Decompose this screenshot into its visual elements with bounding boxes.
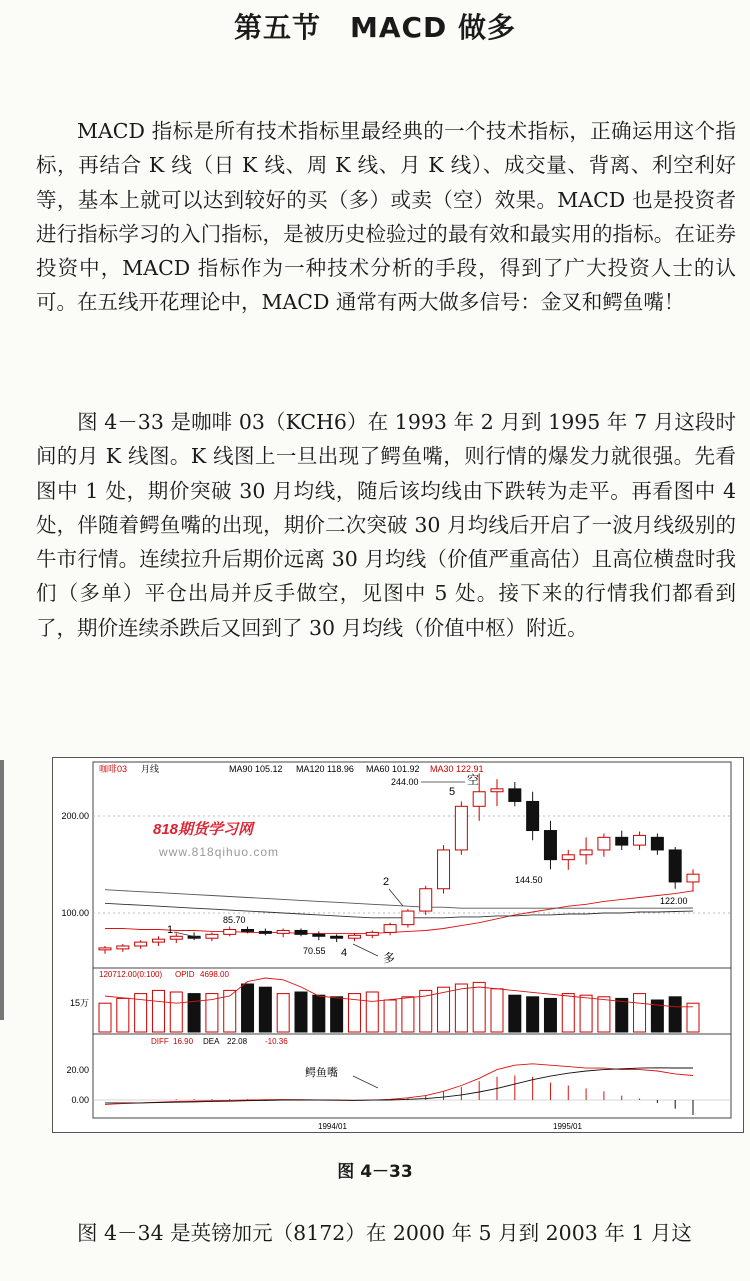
volume-bar [527,997,539,1032]
diff-value: 16.90 [173,1037,194,1046]
volume-bar [455,984,467,1032]
annotation-85-70: 85.70 [223,915,246,925]
volume-bar [562,994,574,1032]
candle-body [295,930,307,934]
annotation-122: 122.00 [660,896,688,906]
candle-body [331,936,343,938]
paragraph-1 [36,114,736,320]
candle-body [420,889,432,911]
candle-body [135,942,147,946]
volume-bar [99,1003,111,1032]
volume-bar [259,987,271,1032]
ma30-legend: MA30 122.91 [430,764,484,774]
candle-body [277,930,289,933]
volume-legend: 120712.00(0:100) [99,970,163,979]
volume-bar [598,997,610,1032]
paragraph-2 [36,405,736,645]
volume-bar [634,994,646,1032]
volume-bar [438,987,450,1032]
watermark-url: www.818qihuo.com [159,845,280,859]
moving-average-lines [105,890,693,934]
candle-body [117,946,129,949]
volume-bar [473,982,485,1032]
annotation-high-244: 244.00 [391,777,419,787]
annotation-5: 5 [449,786,456,798]
volume-tick: 15万 [69,998,89,1008]
candle-body [669,850,681,882]
annotation-long-arrow [353,944,378,956]
ma90-legend: MA90 105.12 [229,764,283,774]
volume-bar [366,992,378,1032]
figure-caption: 图 4－33 [337,1162,413,1182]
chart-instrument: 咖啡03 [99,764,128,774]
annotation-short: 空 [467,773,480,787]
annotation-2-arrow [389,889,403,906]
candle-body [313,934,325,936]
candle-body [224,929,236,934]
binding-edge [0,760,4,1020]
candle-body [687,874,699,882]
volume-bar [491,989,503,1032]
volume-bar [188,994,200,1032]
volume-bars [99,978,699,1032]
opid-legend: OPID [175,970,195,979]
ma-line-ma90 [105,890,693,909]
volume-bar [580,995,592,1032]
macd-lines [93,1064,731,1115]
figure-4-33 [52,757,744,1133]
volume-bar [384,1000,396,1032]
candle-body [473,792,485,807]
candle-body [366,932,378,935]
annotation-2: 2 [383,876,390,888]
candle-body [242,929,254,931]
volume-bar [509,995,521,1032]
volume-bar [669,997,681,1032]
volume-bar [242,984,254,1032]
section-heading: 第五节 MACD 做多 [233,11,517,44]
volume-bar [295,992,307,1032]
paragraph-1-text: MACD 指标是所有技术指标里最经典的一个技术指标，正确运用这个指标，再结合 K 线（日 K 线、周 K 线、月 K 线）、成交量、背离、利空利好等，基本上就可以达到较好的买（多）或卖（空）效果。MACD 也是投资者进行指标学习的入门指标，是被历史检验过的最有效和最实用的指标。在证券投资中，MACD 指标作为一种技术分析的手段，得到了广大投资人士的认可。在五线开花理论中，MACD 通常有两大做多信号：金叉和鳄鱼嘴！ [36,119,736,315]
annotation-144-50: 144.50 [515,875,543,885]
volume-bar [117,998,129,1032]
macd-value: -10.36 [265,1037,288,1046]
crocodile-label: 鳄鱼嘴 [305,1067,338,1079]
candle-body [384,925,396,933]
ma-line-ma30 [105,891,693,934]
volume-bar [687,1003,699,1032]
volume-bar [313,995,325,1032]
candle-body [491,789,503,792]
dea-legend: DEA [203,1037,220,1046]
candle-body [544,831,556,860]
watermark-brand: 818期货学习网 [153,821,254,838]
x-tick-1994: 1994/01 [318,1122,347,1131]
candle-body [438,850,450,889]
annotation-4: 4 [341,947,348,959]
candle-body [348,935,360,938]
candle-body [99,948,111,950]
price-tick-100: 100.00 [61,908,89,918]
crocodile-arrow [353,1076,378,1088]
candle-body [455,806,467,850]
candle-body [616,837,628,845]
candle-body [527,801,539,830]
volume-bar [170,992,182,1032]
volume-bar [402,997,414,1032]
dea-value: 22.08 [227,1037,248,1046]
candle-body [152,939,164,942]
opid-value: 4698.00 [200,970,229,979]
volume-bar [544,998,556,1032]
candle-body [206,934,218,938]
candle-body [580,850,592,855]
candle-body [259,931,271,933]
candle-body [634,835,646,845]
candle-body [509,789,521,802]
volume-bar [331,997,343,1032]
diff-legend: DIFF [151,1037,169,1046]
annotation-70-55: 70.55 [303,946,326,956]
volume-bar [616,998,628,1032]
paragraph-2-text: 图 4－33 是咖啡 03（KCH6）在 1993 年 2 月到 1995 年 7 月这段时间的月 K 线图。K 线图上一旦出现了鳄鱼嘴，则行情的爆发力就很强。先看图中 1 处，期价突破 30 月均线，随后该均线由下跌转为走平。再看图中 4 处，伴随着鳄鱼嘴的出现，期价二次突破 30 月均线后开启了一波月线级别的牛市行情。连续拉升后期价远离 30 月均线（价值严重高估）且高位横盘时我们（多单）平仓出局并反手做空，见图中 5 处。接下来的行情我们都看到了，期价连续杀跌后又回到了 30 月均线（价值中枢）附近。 [36,410,736,640]
macd-tick-0: 0.00 [71,1095,89,1105]
macd-panel-frame [93,1034,731,1118]
volume-bar [277,994,289,1032]
kline-chart [53,758,743,1132]
price-tick-200: 200.00 [61,811,89,821]
ma60-legend: MA60 101.92 [366,764,420,774]
annotation-1: 1 [167,924,174,936]
ma120-legend: MA120 118.96 [296,764,354,774]
volume-bar [152,990,164,1032]
candlesticks [99,773,699,953]
candle-body [170,936,182,939]
paragraph-3 [36,1216,736,1250]
x-tick-1995: 1995/01 [553,1122,582,1131]
macd-dea-line [105,1068,693,1103]
candle-body [651,837,663,850]
candle-body [402,911,414,925]
candle-body [562,855,574,860]
chart-period: 月线 [141,764,160,774]
annotation-long: 多 [383,951,396,965]
paragraph-3-text: 图 4－34 是英镑加元（8172）在 2000 年 5 月到 2003 年 1 月这 [77,1221,692,1245]
candle-body [598,837,610,850]
macd-tick-20: 20.00 [66,1065,89,1075]
